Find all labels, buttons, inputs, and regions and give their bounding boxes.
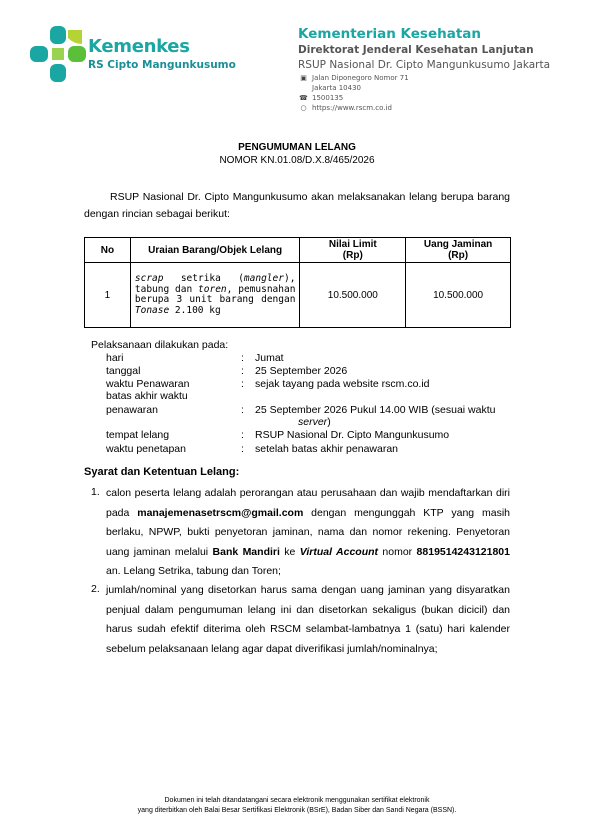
value-deadline-cont: server) xyxy=(298,416,331,428)
header-limit: Nilai Limit (Rp) xyxy=(300,238,406,263)
brand-subtitle: RS Cipto Mangunkusumo xyxy=(88,59,236,71)
label-deadline-2: penawaran xyxy=(106,404,158,416)
value-determination: setelah batas akhir penawaran xyxy=(255,443,399,455)
label-place: tempat lelang xyxy=(106,429,170,441)
value-day: Jumat xyxy=(255,352,284,364)
account-number: 8819514243121801 xyxy=(416,545,510,558)
registration-email[interactable]: manajemenasetrscm@gmail.com xyxy=(137,506,304,519)
row-deposit: 10.500.000 xyxy=(406,263,511,328)
colon: : xyxy=(241,378,244,390)
terms-title: Syarat dan Ketentuan Lelang: xyxy=(84,466,240,478)
value-place: RSUP Nasional Dr. Cipto Mangunkusumo xyxy=(255,429,450,441)
address-line-1: ▣ Jalan Diponegoro Nomor 71 xyxy=(300,74,409,82)
term-2-number: 2. xyxy=(91,583,100,595)
colon: : xyxy=(241,443,244,455)
label-offer-time: waktu Penawaran xyxy=(106,378,190,390)
footer-line-1: Dokumen ini telah ditandatangani secara elektronik menggunakan sertifikat elektronik xyxy=(164,797,430,804)
colon: : xyxy=(241,365,244,377)
term-2-text: jumlah/nominal yang disetorkan harus sama dengan uang jaminan yang disyaratkan penjual dalam pengumuman lelang ini dan disetorkan sekaligus (bukan dicicil) dan harus sudah efektif diterima oleh RSCM selambat-lambatnya 1 (satu) hari kalender sebelum pelaksanaan lelang agar dapat diverifikasi jumlah/nominalnya; xyxy=(106,584,510,655)
table-row xyxy=(85,263,511,328)
colon: : xyxy=(241,429,244,441)
table-header-row xyxy=(85,238,511,263)
footer-line-2: yang diterbitkan oleh Balai Besar Sertifikasi Elektronik (BSrE), Badan Siber dan Sandi Negara (BSSN). xyxy=(137,807,457,814)
colon: : xyxy=(241,404,244,416)
auction-items-table xyxy=(84,237,511,328)
header-item: Uraian Barang/Objek Lelang xyxy=(130,238,300,263)
brand-name: Kemenkes xyxy=(88,36,190,57)
header-no: No xyxy=(85,238,131,263)
row-description: scrap setrika (mangler), tabung dan toren, pemusnahan berupa 3 unit barang dengan Tonase 2.100 kg xyxy=(130,263,300,328)
value-offer-time: sejak tayang pada website rscm.co.id xyxy=(255,378,430,390)
globe-icon: ○ xyxy=(300,104,307,112)
hospital-name: RSUP Nasional Dr. Cipto Mangunkusumo Jakarta xyxy=(298,59,551,71)
kemenkes-logo-icon xyxy=(30,26,86,82)
term-1-number: 1. xyxy=(91,486,100,498)
term-1-text: calon peserta lelang adalah perorangan atau perusahaan dan wajib mendaftarkan diri pada manajemenasetrscm@gmail.com dengan mengunggah KTP yang masih berlaku, NPWP, bukti penyetoran jaminan, nama dan nomor rekening. Penyetoran uang jaminan melalui Bank Mandiri ke Virtual Account nomor 8819514243121801 an. Lelang Setrika, tabung dan Toren; xyxy=(106,487,510,577)
header-deposit: Uang Jaminan (Rp) xyxy=(406,238,511,263)
directorate-name: Direktorat Jenderal Kesehatan Lanjutan xyxy=(298,44,534,56)
label-determination: waktu penetapan xyxy=(106,443,186,455)
row-no: 1 xyxy=(85,263,131,328)
phone-icon: ☎ xyxy=(299,94,308,102)
website-link[interactable]: https://www.rscm.co.id xyxy=(312,104,392,112)
row-limit: 10.500.000 xyxy=(300,263,406,328)
intro-paragraph: RSUP Nasional Dr. Cipto Mangunkusumo akan melaksanakan lelang berupa barang dengan rincian sebagai berikut: xyxy=(84,191,510,220)
value-deadline: 25 September 2026 Pukul 14.00 WIB (sesuai waktu xyxy=(255,404,496,416)
label-date: tanggal xyxy=(106,365,141,377)
announcement-number: NOMOR KN.01.08/D.X.8/465/2026 xyxy=(219,155,375,166)
label-day: hari xyxy=(106,352,124,364)
execution-title: Pelaksanaan dilakukan pada: xyxy=(91,339,229,351)
ministry-name: Kementerian Kesehatan xyxy=(298,26,481,42)
phone-line: ☎ 1500135 xyxy=(299,94,344,102)
colon: : xyxy=(241,352,244,364)
announcement-title: PENGUMUMAN LELANG xyxy=(238,142,356,153)
value-date: 25 September 2026 xyxy=(255,365,348,377)
location-pin-icon: ▣ xyxy=(300,74,307,82)
address-line-2: Jakarta 10430 xyxy=(312,84,361,92)
label-deadline-1: batas akhir waktu xyxy=(106,390,188,402)
website-line xyxy=(299,104,392,112)
